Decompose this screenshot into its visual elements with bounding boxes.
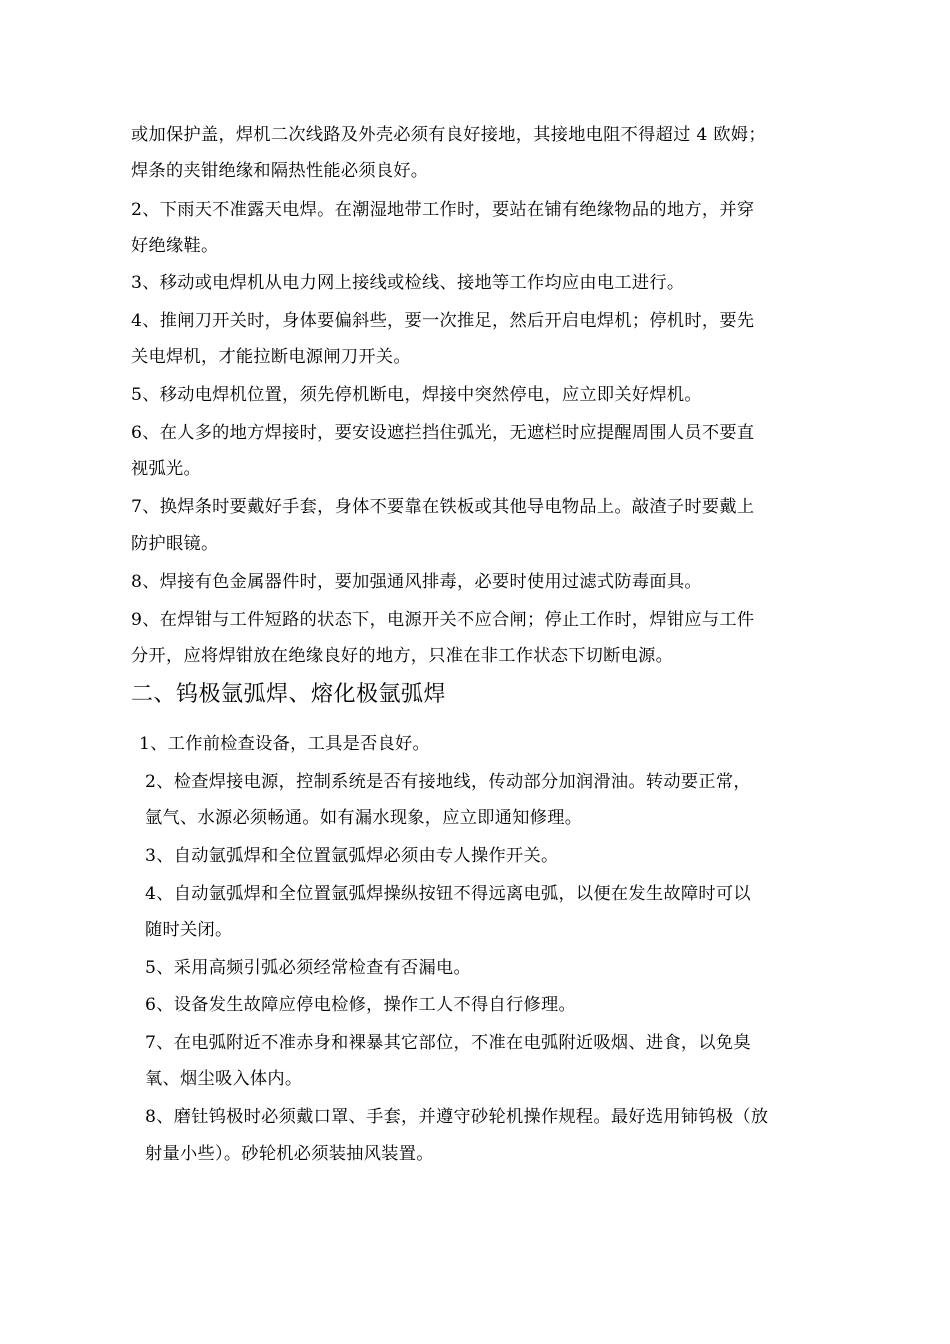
paragraph-line: 焊条的夹钳绝缘和隔热性能必须良好。 (131, 161, 429, 181)
paragraph-line: 1、工作前检查设备，工具是否良好。 (139, 734, 431, 754)
paragraph-line: 视弧光。 (131, 459, 201, 479)
paragraph-line: 氧、烟尘吸入体内。 (145, 1069, 303, 1089)
paragraph-line: 氩气、水源必须畅通。如有漏水现象，应立即通知修理。 (145, 808, 583, 828)
paragraph-line: 3、自动氩弧焊和全位置氩弧焊必须由专人操作开关。 (145, 846, 559, 866)
paragraph-line: 好绝缘鞋。 (131, 236, 219, 256)
section-heading: 二、钨极氩弧焊、熔化极氩弧焊 (131, 682, 447, 707)
paragraph-line: 随时关闭。 (145, 920, 233, 940)
paragraph-line: 射量小些）。砂轮机必须装抽风装置。 (145, 1144, 434, 1164)
paragraph-line: 4、推闸刀开关时，身体要偏斜些，要一次推足，然后开启电焊机；停机时，要先 (131, 311, 755, 331)
paragraph-line: 8、焊接有色金属器件时，要加强通风排毒，必要时使用过滤式防毒面具。 (131, 572, 702, 592)
paragraph-line: 4、自动氩弧焊和全位置氩弧焊操纵按钮不得远离电弧，以便在发生故障时可以 (145, 884, 751, 904)
paragraph-line: 分开，应将焊钳放在绝缘良好的地方，只准在非工作状态下切断电源。 (131, 646, 674, 666)
paragraph-line: 8、磨钍钨极时必须戴口罩、手套，并遵守砂轮机操作规程。最好选用铈钨极（放 (145, 1107, 769, 1127)
paragraph-line: 2、下雨天不准露天电焊。在潮湿地带工作时，要站在铺有绝缘物品的地方，并穿 (131, 200, 755, 220)
paragraph-line: 防护眼镜。 (131, 534, 219, 554)
paragraph-line: 7、换焊条时要戴好手套，身体不要靠在铁板或其他导电物品上。敲渣子时要戴上 (131, 497, 755, 517)
paragraph-line: 5、采用高频引弧必须经常检查有否漏电。 (145, 958, 472, 978)
paragraph-line: 6、在人多的地方焊接时，要安设遮拦挡住弧光，无遮栏时应提醒周围人员不要直 (131, 423, 755, 443)
paragraph-line: 2、检查焊接电源，控制系统是否有接地线，传动部分加润滑油。转动要正常， (145, 772, 751, 792)
paragraph-line: 5、移动电焊机位置，须先停机断电，焊接中突然停电，应立即关好焊机。 (131, 385, 702, 405)
paragraph-line: 或加保护盖，焊机二次线路及外壳必须有良好接地，其接地电阻不得超过 4 欧姆； (131, 125, 766, 145)
paragraph-line: 关电焊机，才能拉断电源闸刀开关。 (131, 347, 411, 367)
paragraph-line: 3、移动或电焊机从电力网上接线或检线、接地等工作均应由电工进行。 (131, 273, 685, 293)
paragraph-line: 7、在电弧附近不准赤身和裸暴其它部位，不准在电弧附近吸烟、进食，以免臭 (145, 1033, 751, 1053)
paragraph-line: 9、在焊钳与工件短路的状态下，电源开关不应合闸；停止工作时，焊钳应与工件 (131, 610, 755, 630)
paragraph-line: 6、设备发生故障应停电检修，操作工人不得自行修理。 (145, 995, 576, 1015)
